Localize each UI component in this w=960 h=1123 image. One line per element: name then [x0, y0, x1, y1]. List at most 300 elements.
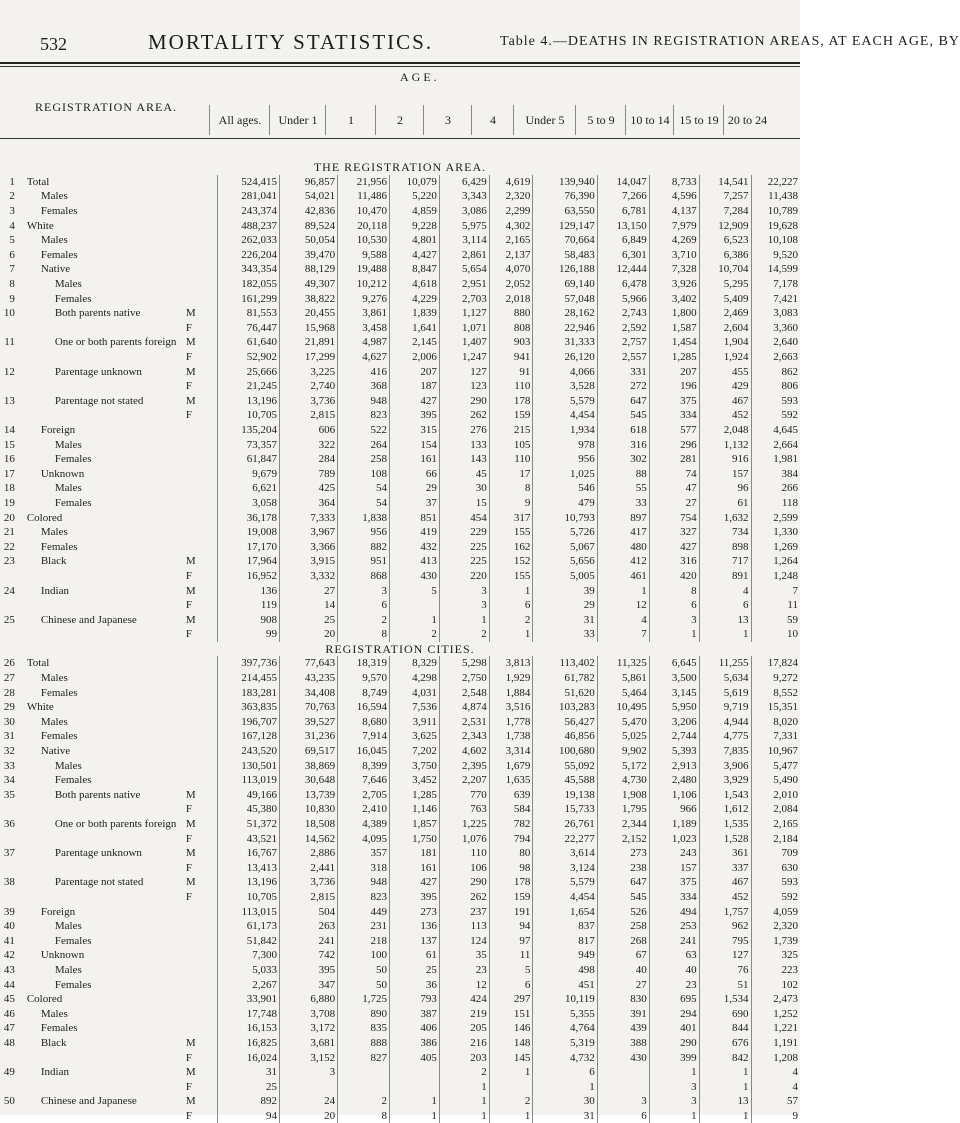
cell-value: 1 — [439, 612, 489, 627]
cell-value: 3,516 — [489, 700, 533, 715]
row-number — [0, 861, 23, 876]
cell-value: 892 — [217, 1094, 279, 1109]
cell-value: 6,478 — [597, 277, 649, 292]
row-number: 46 — [3, 1007, 15, 1020]
cell-value: 16,952 — [217, 569, 279, 584]
cell-value: 2,548 — [439, 685, 489, 700]
cell-value: 401 — [649, 1021, 699, 1036]
cell-value: 50 — [338, 977, 390, 992]
cell-value: 2,473 — [751, 992, 800, 1007]
cell-value: 5,477 — [751, 758, 800, 773]
cell-value: 10,704 — [699, 262, 751, 277]
table-row — [0, 1079, 800, 1094]
cell-value: 129,147 — [533, 218, 597, 233]
cell-value: 2,010 — [751, 788, 800, 803]
cell-value: 1 — [489, 627, 533, 642]
cell-value: 2,592 — [597, 321, 649, 336]
cell-value: 1,285 — [649, 350, 699, 365]
row-number — [0, 1079, 23, 1094]
cell-value: 4 — [751, 1079, 800, 1094]
table-row — [0, 671, 800, 686]
cell-value: 126,188 — [533, 262, 597, 277]
cell-value — [597, 1065, 649, 1080]
cell-value: 162 — [489, 539, 533, 554]
cell-value: 1,247 — [439, 350, 489, 365]
cell-value: 898 — [699, 539, 751, 554]
cell-value: 191 — [489, 904, 533, 919]
cell-value: 10,705 — [217, 890, 279, 905]
cell-value: 3,967 — [279, 525, 337, 540]
cell-value: 263 — [279, 919, 337, 934]
cell-value: 4,764 — [533, 1021, 597, 1036]
sex-marker — [184, 496, 217, 511]
cell-value: 113 — [439, 919, 489, 934]
cell-value: 461 — [597, 569, 649, 584]
cell-value: 12,909 — [699, 218, 751, 233]
cell-value: 241 — [279, 933, 337, 948]
row-number: 37 — [3, 847, 15, 860]
cell-value: 4,454 — [533, 890, 597, 905]
cell-value: 1 — [489, 1065, 533, 1080]
cell-value: 297 — [489, 992, 533, 1007]
row-label: Males — [54, 920, 82, 933]
row-label: Males — [40, 1007, 68, 1020]
cell-value: 130,501 — [217, 758, 279, 773]
cell-value: 302 — [597, 452, 649, 467]
cell-value: 2,006 — [390, 350, 440, 365]
sex-marker — [184, 1021, 217, 1036]
cell-value: 3,911 — [390, 715, 440, 730]
cell-value: 133 — [439, 437, 489, 452]
column-header: 2 — [375, 105, 424, 135]
cell-value: 1 — [390, 1109, 440, 1123]
cell-value: 20 — [279, 1109, 337, 1123]
cell-value: 2 — [489, 612, 533, 627]
cell-value: 148 — [489, 1036, 533, 1051]
row-number: 8 — [9, 278, 15, 291]
cell-value: 2,048 — [699, 423, 751, 438]
cell-value: 2,664 — [751, 437, 800, 452]
cell-value: 154 — [390, 437, 440, 452]
cell-value: 7,331 — [751, 729, 800, 744]
row-label: Colored — [26, 993, 63, 1006]
table-row — [0, 904, 800, 919]
cell-value: 2,207 — [439, 773, 489, 788]
row-label: Females — [54, 292, 92, 305]
cell-value: 3,926 — [649, 277, 699, 292]
cell-value: 5,861 — [597, 671, 649, 686]
cell-value: 7,257 — [699, 189, 751, 204]
cell-value: 10,530 — [338, 233, 390, 248]
table-row — [0, 452, 800, 467]
cell-value: 159 — [489, 890, 533, 905]
sex-marker — [184, 919, 217, 934]
cell-value: 391 — [597, 1006, 649, 1021]
cell-value: 50 — [338, 963, 390, 978]
cell-value: 20 — [279, 627, 337, 642]
sex-marker — [184, 189, 217, 204]
cell-value: 334 — [649, 408, 699, 423]
cell-value: 6,301 — [597, 248, 649, 263]
sex-marker: M — [185, 1036, 196, 1049]
cell-value: 1,221 — [751, 1021, 800, 1036]
cell-value: 4 — [699, 583, 751, 598]
age-label: AGE. — [400, 70, 440, 84]
cell-value: 281,041 — [217, 189, 279, 204]
row-number: 5 — [9, 234, 15, 247]
cell-value: 273 — [390, 904, 440, 919]
cell-value: 7,284 — [699, 204, 751, 219]
row-label: Parentage not stated — [54, 876, 144, 889]
cell-value: 14,047 — [597, 175, 649, 190]
cell-value: 38,869 — [279, 758, 337, 773]
cell-value: 794 — [489, 831, 533, 846]
cell-value: 8,733 — [649, 175, 699, 190]
sex-marker — [184, 1006, 217, 1021]
sex-marker — [184, 525, 217, 540]
row-number: 3 — [9, 205, 15, 218]
cell-value: 1,025 — [533, 466, 597, 481]
cell-value: 412 — [597, 554, 649, 569]
cell-value: 1,208 — [751, 1050, 800, 1065]
cell-value: 835 — [338, 1021, 390, 1036]
cell-value: 427 — [649, 539, 699, 554]
cell-value: 9,719 — [699, 700, 751, 715]
row-label: Foreign — [40, 423, 76, 436]
cell-value: 5,966 — [597, 291, 649, 306]
cell-value: 3 — [649, 1079, 699, 1094]
cell-value: 430 — [390, 569, 440, 584]
sex-marker: M — [185, 394, 196, 407]
cell-value: 2,145 — [390, 335, 440, 350]
cell-value: 258 — [338, 452, 390, 467]
row-label — [23, 321, 184, 336]
cell-value: 57,048 — [533, 291, 597, 306]
cell-value: 4,645 — [751, 423, 800, 438]
cell-value: 1,929 — [489, 671, 533, 686]
cell-value: 225 — [439, 554, 489, 569]
cell-value: 181 — [390, 846, 440, 861]
cell-value: 606 — [279, 423, 337, 438]
cell-value: 1 — [489, 1109, 533, 1123]
cell-value: 488,237 — [217, 218, 279, 233]
column-header-rule — [0, 138, 800, 139]
sex-marker: M — [185, 1066, 196, 1079]
cell-value: 424 — [439, 992, 489, 1007]
cell-value: 2 — [489, 1094, 533, 1109]
cell-value: 27 — [597, 977, 649, 992]
cell-value: 9,679 — [217, 466, 279, 481]
cell-value: 61,640 — [217, 335, 279, 350]
cell-value: 592 — [751, 408, 800, 423]
table-row — [0, 189, 800, 204]
cell-value: 214,455 — [217, 671, 279, 686]
cell-value: 1,750 — [390, 831, 440, 846]
cell-value: 3,083 — [751, 306, 800, 321]
cell-value: 55 — [597, 481, 649, 496]
cell-value: 152 — [489, 554, 533, 569]
cell-value: 7,421 — [751, 291, 800, 306]
row-number — [0, 802, 23, 817]
cell-value: 54 — [338, 496, 390, 511]
cell-value: 1 — [649, 1065, 699, 1080]
cell-value: 420 — [649, 569, 699, 584]
cell-value: 1,146 — [390, 802, 440, 817]
row-label: One or both parents foreign — [54, 818, 177, 831]
cell-value: 124 — [439, 933, 489, 948]
cell-value: 417 — [597, 525, 649, 540]
row-number: 18 — [3, 482, 15, 495]
cell-value: 5,726 — [533, 525, 597, 540]
cell-value: 9,272 — [751, 671, 800, 686]
cell-value: 51,372 — [217, 817, 279, 832]
cell-value: 262,033 — [217, 233, 279, 248]
cell-value: 3 — [649, 612, 699, 627]
cell-value: 2,705 — [338, 788, 390, 803]
table-row — [0, 933, 800, 948]
cell-value: 4,596 — [649, 189, 699, 204]
row-label: Males — [54, 963, 82, 976]
table-row — [0, 321, 800, 336]
cell-value: 15,351 — [751, 700, 800, 715]
cell-value: 43,235 — [279, 671, 337, 686]
cell-value: 368 — [338, 379, 390, 394]
row-label — [23, 569, 184, 584]
cell-value: 2,052 — [489, 277, 533, 292]
cell-value: 88 — [597, 466, 649, 481]
cell-value: 8,399 — [338, 758, 390, 773]
cell-value: 50,054 — [279, 233, 337, 248]
cell-value: 23 — [439, 963, 489, 978]
cell-value: 347 — [279, 977, 337, 992]
cell-value: 524,415 — [217, 175, 279, 190]
cell-value: 237 — [439, 904, 489, 919]
row-number: 33 — [3, 759, 15, 772]
cell-value: 8,552 — [751, 685, 800, 700]
sex-marker: M — [185, 818, 196, 831]
cell-value: 16,767 — [217, 846, 279, 861]
sex-marker: M — [185, 1095, 196, 1108]
cell-value: 1,106 — [649, 788, 699, 803]
row-number: 28 — [3, 686, 15, 699]
row-number — [0, 379, 23, 394]
cell-value: 880 — [489, 306, 533, 321]
cell-value: 272 — [597, 379, 649, 394]
row-label — [23, 890, 184, 905]
row-label: Females — [40, 248, 78, 261]
cell-value: 2,320 — [751, 919, 800, 934]
table-row — [0, 1094, 800, 1109]
row-number — [0, 890, 23, 905]
cell-value: 413 — [390, 554, 440, 569]
row-number: 41 — [3, 934, 15, 947]
cell-value: 978 — [533, 437, 597, 452]
cell-value: 19,138 — [533, 788, 597, 803]
cell-value: 1,757 — [699, 904, 751, 919]
column-header: All ages. — [209, 105, 270, 135]
cell-value: 5,470 — [597, 715, 649, 730]
cell-value: 480 — [597, 539, 649, 554]
sex-marker — [184, 291, 217, 306]
cell-value: 100,680 — [533, 744, 597, 759]
cell-value: 2,599 — [751, 510, 800, 525]
cell-value: 5,393 — [649, 744, 699, 759]
cell-value: 9,902 — [597, 744, 649, 759]
column-header: 1 — [325, 105, 376, 135]
cell-value: 337 — [699, 861, 751, 876]
cell-value: 98 — [489, 861, 533, 876]
cell-value: 31 — [533, 612, 597, 627]
cell-value: 882 — [338, 539, 390, 554]
cell-value: 196,707 — [217, 715, 279, 730]
sex-marker: F — [185, 890, 192, 903]
cell-value: 1,269 — [751, 539, 800, 554]
cell-value: 1,632 — [699, 510, 751, 525]
cell-value: 7,646 — [338, 773, 390, 788]
row-label: Indian — [40, 584, 69, 597]
cell-value: 16,024 — [217, 1050, 279, 1065]
cell-value: 577 — [649, 423, 699, 438]
cell-value: 103,283 — [533, 700, 597, 715]
sex-marker: M — [185, 876, 196, 889]
cell-value: 1,264 — [751, 554, 800, 569]
cell-value: 1,778 — [489, 715, 533, 730]
sex-marker: M — [185, 336, 196, 349]
cell-value: 941 — [489, 350, 533, 365]
cell-value: 29 — [390, 481, 440, 496]
cell-value: 25 — [390, 963, 440, 978]
cell-value: 74 — [649, 466, 699, 481]
cell-value: 1 — [699, 627, 751, 642]
cell-value: 33,901 — [217, 992, 279, 1007]
cell-value: 10,212 — [338, 277, 390, 292]
section-header-row — [0, 642, 800, 657]
cell-value: 844 — [699, 1021, 751, 1036]
table-row — [0, 539, 800, 554]
cell-value: 229 — [439, 525, 489, 540]
cell-value: 806 — [751, 379, 800, 394]
cell-value: 266 — [751, 481, 800, 496]
cell-value: 96,857 — [279, 175, 337, 190]
sex-marker: F — [185, 1109, 192, 1122]
cell-value: 6,849 — [597, 233, 649, 248]
row-number: 39 — [3, 905, 15, 918]
cell-value: 3,452 — [390, 773, 440, 788]
cell-value: 8 — [338, 1109, 390, 1123]
cell-value: 9,276 — [338, 291, 390, 306]
cell-value: 384 — [751, 466, 800, 481]
row-label: Males — [54, 438, 82, 451]
sex-marker — [184, 948, 217, 963]
cell-value: 268 — [597, 933, 649, 948]
cell-value: 26,761 — [533, 817, 597, 832]
cell-value: 956 — [533, 452, 597, 467]
sex-marker: M — [185, 613, 196, 626]
cell-value: 427 — [390, 875, 440, 890]
sex-marker — [184, 437, 217, 452]
sex-marker: M — [185, 307, 196, 320]
cell-value: 395 — [390, 408, 440, 423]
row-label: Males — [40, 526, 68, 539]
cell-value: 1,528 — [699, 831, 751, 846]
cell-value: 427 — [390, 394, 440, 409]
cell-value: 91 — [489, 364, 533, 379]
sex-marker — [184, 773, 217, 788]
cell-value: 16,153 — [217, 1021, 279, 1036]
cell-value: 47 — [649, 481, 699, 496]
cell-value: 14 — [279, 598, 337, 613]
cell-value: 5,409 — [699, 291, 751, 306]
sex-marker: F — [185, 803, 192, 816]
cell-value: 15,968 — [279, 321, 337, 336]
row-label: Females — [54, 774, 92, 787]
cell-value: 1,739 — [751, 933, 800, 948]
cell-value: 695 — [649, 992, 699, 1007]
cell-value: 56,427 — [533, 715, 597, 730]
row-number — [0, 569, 23, 584]
row-number — [0, 627, 23, 642]
row-number: 50 — [3, 1095, 15, 1108]
cell-value: 316 — [649, 554, 699, 569]
cell-value: 262 — [439, 890, 489, 905]
cell-value: 14,562 — [279, 831, 337, 846]
cell-value: 30 — [439, 481, 489, 496]
cell-value: 205 — [439, 1021, 489, 1036]
cell-value: 4,801 — [390, 233, 440, 248]
table-row — [0, 466, 800, 481]
cell-value: 38,822 — [279, 291, 337, 306]
row-number: 4 — [9, 219, 15, 232]
row-number: 1 — [9, 175, 15, 188]
row-label — [23, 1079, 184, 1094]
row-number — [0, 598, 23, 613]
sex-marker — [184, 452, 217, 467]
cell-value: 39,527 — [279, 715, 337, 730]
cell-value: 754 — [649, 510, 699, 525]
cell-value: 3 — [439, 583, 489, 598]
table-row — [0, 773, 800, 788]
cell-value: 4,874 — [439, 700, 489, 715]
column-header: 20 to 24 — [723, 105, 771, 135]
row-label: One or both parents foreign — [54, 336, 177, 349]
cell-value: 21,956 — [338, 175, 390, 190]
row-label: Native — [40, 263, 71, 276]
deaths-table — [0, 160, 800, 1123]
cell-value: 8,329 — [390, 656, 440, 671]
cell-value: 522 — [338, 423, 390, 438]
cell-value: 8,680 — [338, 715, 390, 730]
cell-value: 2,557 — [597, 350, 649, 365]
cell-value: 375 — [649, 875, 699, 890]
cell-value: 498 — [533, 963, 597, 978]
cell-value: 6,523 — [699, 233, 751, 248]
cell-value: 1,127 — [439, 306, 489, 321]
cell-value: 5,005 — [533, 569, 597, 584]
cell-value: 139,940 — [533, 175, 597, 190]
table-row — [0, 525, 800, 540]
table-row — [0, 963, 800, 978]
sex-marker: M — [185, 847, 196, 860]
row-label — [23, 861, 184, 876]
cell-value: 99 — [217, 627, 279, 642]
cell-value: 2,084 — [751, 802, 800, 817]
cell-value: 315 — [390, 423, 440, 438]
row-label — [23, 408, 184, 423]
column-header: Under 5 — [513, 105, 576, 135]
row-label: Chinese and Japanese — [40, 613, 137, 626]
cell-value: 5,355 — [533, 1006, 597, 1021]
cell-value: 676 — [699, 1036, 751, 1051]
